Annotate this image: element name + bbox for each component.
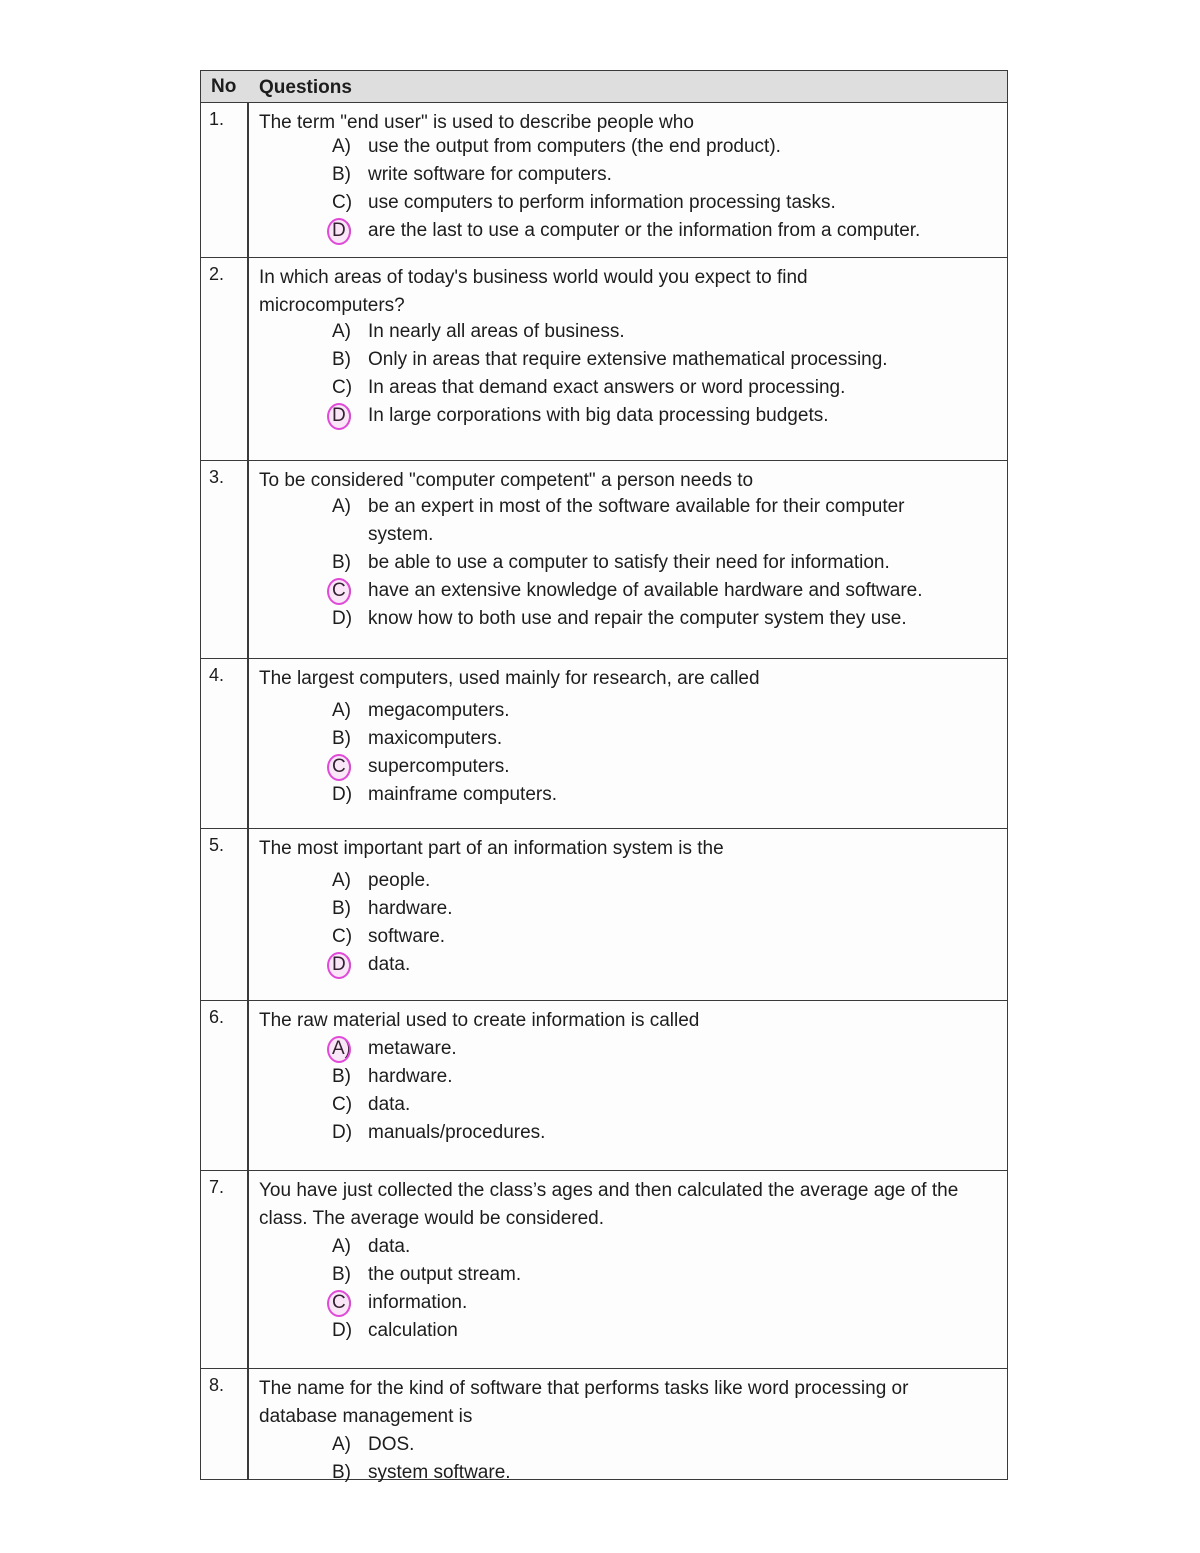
option-d xyxy=(332,402,992,430)
option-a xyxy=(332,1431,992,1459)
header-no: No xyxy=(211,76,237,97)
option-letter: D) xyxy=(332,784,353,805)
question-number: 6. xyxy=(209,1007,225,1027)
question-text: The term "end user" is used to describe people who xyxy=(259,112,694,133)
option-letter: C) xyxy=(332,377,353,398)
option-letter: A) xyxy=(332,1236,351,1257)
option-text: are the last to use a computer or the information from a computer. xyxy=(368,220,921,241)
answer-highlight-mark xyxy=(327,754,351,781)
option-text: In nearly all areas of business. xyxy=(368,321,625,342)
option-text: megacomputers. xyxy=(368,700,510,721)
option-d xyxy=(332,1119,992,1147)
option-letter xyxy=(332,402,368,430)
answer-highlight-mark xyxy=(327,578,351,605)
question-number: 5. xyxy=(209,835,225,855)
option-letter: B) xyxy=(332,1462,351,1483)
question-text: The name for the kind of software that performs tasks like word processing or database management is xyxy=(259,1378,909,1427)
option-letter: B) xyxy=(332,349,351,370)
option-text: know how to both use and repair the computer system they use. xyxy=(368,608,907,629)
option-text: maxicomputers. xyxy=(368,728,503,749)
option-list xyxy=(332,1233,992,1345)
option-c xyxy=(332,923,992,951)
option-a xyxy=(332,867,992,895)
question-row-3 xyxy=(201,461,1007,659)
option-letter-text: C) xyxy=(332,580,353,601)
option-letter xyxy=(332,951,368,979)
question-row-7 xyxy=(201,1171,1007,1369)
option-a xyxy=(332,1035,992,1063)
option-c xyxy=(332,753,992,781)
option-letter-text: D) xyxy=(332,954,353,975)
option-letter: A) xyxy=(332,870,351,891)
answer-highlight-mark xyxy=(327,218,351,245)
option-letter xyxy=(332,217,368,245)
option-text: be an expert in most of the software available for their computer system. xyxy=(368,496,905,545)
question-text: In which areas of today's business world would you expect to find microcomputers? xyxy=(259,267,808,316)
question-text: The largest computers, used mainly for research, are called xyxy=(259,668,760,689)
option-letter: C) xyxy=(332,1094,353,1115)
option-d xyxy=(332,781,992,809)
option-letter-text: C) xyxy=(332,756,353,777)
question-row-5 xyxy=(201,829,1007,1001)
option-text: metaware. xyxy=(368,1038,457,1059)
option-letter: D) xyxy=(332,608,353,629)
option-letter: A) xyxy=(332,1434,351,1455)
answer-highlight-mark xyxy=(327,952,351,979)
option-a xyxy=(332,1233,992,1261)
question-text: To be considered "computer competent" a person needs to xyxy=(259,470,754,491)
option-b xyxy=(332,1459,992,1487)
option-letter-text: C) xyxy=(332,1292,353,1313)
option-d xyxy=(332,1317,992,1345)
option-text: In areas that demand exact answers or word processing. xyxy=(368,377,846,398)
option-letter xyxy=(332,1035,368,1063)
option-letter: B) xyxy=(332,898,351,919)
option-a xyxy=(332,697,992,725)
option-list xyxy=(332,1035,992,1147)
option-text: software. xyxy=(368,926,446,947)
option-b xyxy=(332,1063,992,1091)
option-letter xyxy=(332,577,368,605)
option-letter: B) xyxy=(332,164,351,185)
option-c xyxy=(332,374,992,402)
option-b xyxy=(332,549,932,577)
option-letter-text: A) xyxy=(332,1038,351,1059)
option-letter: D) xyxy=(332,1320,353,1341)
option-a xyxy=(332,493,932,549)
option-text: data. xyxy=(368,1236,411,1257)
option-d xyxy=(332,217,992,245)
option-text: calculation xyxy=(368,1320,458,1341)
option-letter-text: D) xyxy=(332,405,353,426)
option-letter: A) xyxy=(332,321,351,342)
question-number: 3. xyxy=(209,467,225,487)
option-b xyxy=(332,1261,992,1289)
question-number: 8. xyxy=(209,1375,225,1395)
option-letter: A) xyxy=(332,136,351,157)
option-text: In large corporations with big data processing budgets. xyxy=(368,405,829,426)
header-questions: Questions xyxy=(259,77,352,98)
option-text: manuals/procedures. xyxy=(368,1122,546,1143)
option-c xyxy=(332,1091,992,1119)
quiz-table xyxy=(200,70,1008,1483)
table-header xyxy=(201,71,1007,103)
question-text: You have just collected the class’s ages and then calculated the average age of the class. The average would be considered. xyxy=(259,1180,959,1229)
option-b xyxy=(332,161,992,189)
option-text: people. xyxy=(368,870,431,891)
question-number: 1. xyxy=(209,109,225,129)
option-text: DOS. xyxy=(368,1434,415,1455)
question-row-6 xyxy=(201,1001,1007,1171)
option-b xyxy=(332,725,992,753)
option-text: Only in areas that require extensive mathematical processing. xyxy=(368,349,888,370)
option-a xyxy=(332,318,992,346)
option-d xyxy=(332,605,932,633)
option-text: the output stream. xyxy=(368,1264,522,1285)
option-list xyxy=(332,133,992,245)
option-letter: B) xyxy=(332,728,351,749)
option-letter: D) xyxy=(332,1122,353,1143)
option-letter: C) xyxy=(332,192,353,213)
question-row-1 xyxy=(201,103,1007,258)
option-text: data. xyxy=(368,1094,411,1115)
option-list xyxy=(332,318,992,430)
option-text: information. xyxy=(368,1292,468,1313)
option-a xyxy=(332,133,992,161)
question-number: 2. xyxy=(209,264,225,284)
option-c xyxy=(332,189,992,217)
option-letter xyxy=(332,753,368,781)
option-letter: A) xyxy=(332,700,351,721)
option-letter: B) xyxy=(332,1066,351,1087)
answer-highlight-mark xyxy=(327,403,351,430)
option-list xyxy=(332,1431,992,1487)
option-text: write software for computers. xyxy=(368,164,612,185)
option-list xyxy=(332,493,932,633)
question-row-8 xyxy=(201,1369,1007,1483)
option-letter: C) xyxy=(332,926,353,947)
option-text: supercomputers. xyxy=(368,756,510,777)
question-number: 7. xyxy=(209,1177,225,1197)
option-letter: A) xyxy=(332,496,351,517)
answer-highlight-mark xyxy=(327,1290,351,1317)
question-text: The most important part of an information system is the xyxy=(259,838,724,859)
option-list xyxy=(332,697,992,809)
option-text: data. xyxy=(368,954,411,975)
question-number: 4. xyxy=(209,665,225,685)
option-text: system software. xyxy=(368,1462,511,1483)
option-letter: B) xyxy=(332,1264,351,1285)
option-b xyxy=(332,895,992,923)
option-text: hardware. xyxy=(368,898,453,919)
option-text: use computers to perform information processing tasks. xyxy=(368,192,836,213)
option-c xyxy=(332,1289,992,1317)
option-b xyxy=(332,346,992,374)
option-letter xyxy=(332,1289,368,1317)
option-letter-text: D) xyxy=(332,220,353,241)
option-text: use the output from computers (the end product). xyxy=(368,136,781,157)
option-text: hardware. xyxy=(368,1066,453,1087)
question-row-2 xyxy=(201,258,1007,461)
option-c xyxy=(332,577,932,605)
option-d xyxy=(332,951,992,979)
question-row-4 xyxy=(201,659,1007,829)
option-text: have an extensive knowledge of available hardware and software. xyxy=(368,580,923,601)
answer-highlight-mark xyxy=(327,1036,351,1063)
option-letter: B) xyxy=(332,552,351,573)
question-text: The raw material used to create information is called xyxy=(259,1010,700,1031)
option-list xyxy=(332,867,992,979)
option-text: mainframe computers. xyxy=(368,784,558,805)
option-text: be able to use a computer to satisfy their need for information. xyxy=(368,552,890,573)
